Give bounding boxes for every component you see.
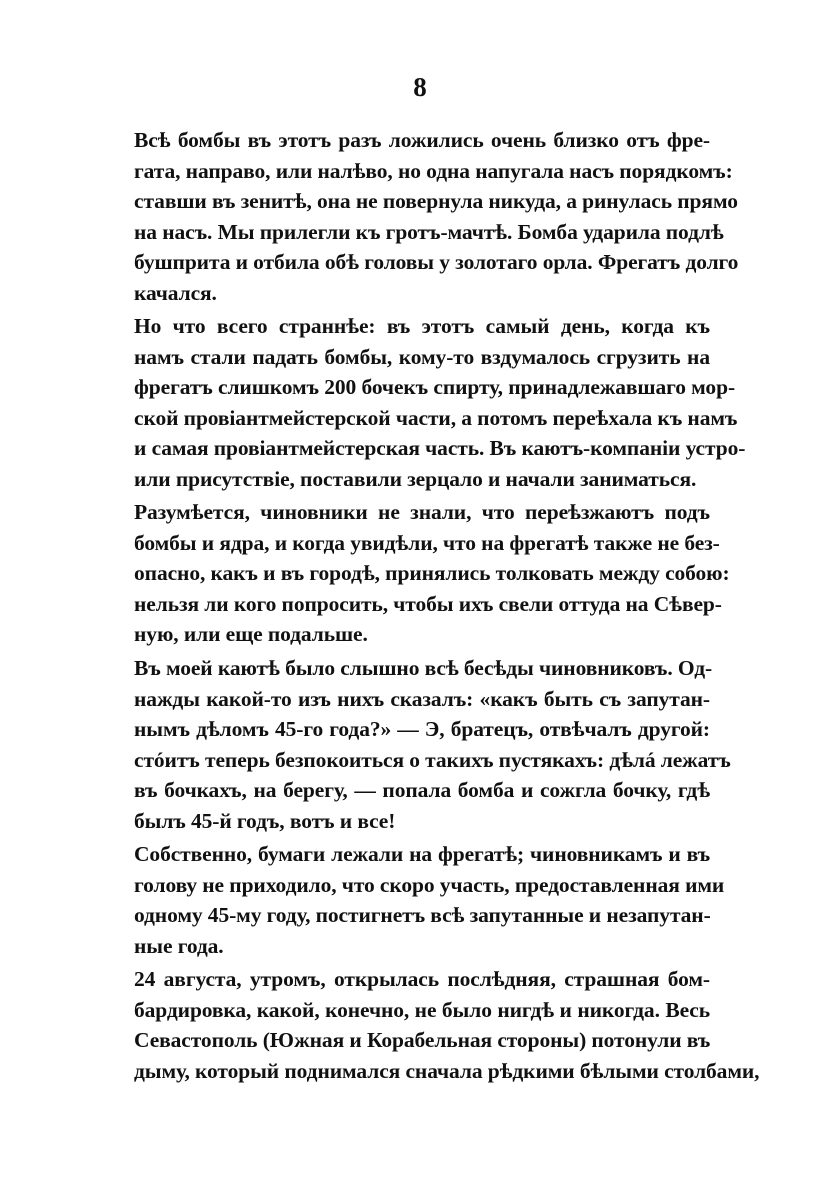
text-line: нымъ дѣломъ 45-го года?» — Э, братецъ, отвѣчалъ другой: bbox=[134, 717, 710, 742]
text-line: голову не приходило, что скоро участь, предоставленная ими bbox=[134, 872, 725, 897]
paragraph-3 bbox=[134, 497, 730, 650]
text-line: нельзя ли кого попросить, чтобы ихъ свели оттуда на Сѣвер- bbox=[134, 591, 722, 616]
text-line: дыму, который поднимался сначала рѣдкими бѣлыми столбами, bbox=[134, 1058, 760, 1083]
paragraph-6 bbox=[134, 964, 760, 1086]
page-number: 8 bbox=[413, 72, 427, 102]
text-line: Всѣ бомбы въ этотъ разъ ложились очень близко отъ фре- bbox=[134, 128, 710, 152]
text-line: 24 августа, утромъ, открылась послѣдняя, страшная бом- bbox=[134, 967, 710, 991]
text-line: бардировка, какой, конечно, не было нигдѣ и никогда. Весь bbox=[134, 997, 710, 1022]
text-line: Разумѣется, чиновники не знали, что переѣзжаютъ подъ bbox=[134, 500, 710, 524]
text-line: намъ стали падать бомбы, кому-то вздумалось сгрузить на bbox=[134, 344, 710, 369]
text-line: ской провіантмейстерской части, а потомъ переѣхала къ намъ bbox=[134, 405, 738, 430]
text-line: гата, направо, или налѣво, но одна напугала насъ порядкомъ: bbox=[134, 158, 733, 183]
paragraph-4 bbox=[134, 653, 731, 837]
paragraph-1 bbox=[134, 125, 739, 309]
text-line: опасно, какъ и въ городѣ, принялись толковать между собою: bbox=[134, 561, 730, 586]
text-line: въ бочкахъ, на берегу, — попала бомба и сожгла бочку, гдѣ bbox=[134, 778, 710, 803]
text-line: нажды какой-то изъ нихъ сказалъ: «какъ быть съ запутан- bbox=[134, 686, 710, 711]
text-line: качался. bbox=[134, 280, 217, 305]
text-line: Но что всего страннѣе: въ этотъ самый день, когда къ bbox=[134, 314, 710, 338]
text-line: былъ 45-й годъ, вотъ и все! bbox=[134, 808, 396, 833]
text-line: ные года. bbox=[134, 933, 224, 958]
paragraph-2 bbox=[134, 311, 746, 495]
text-line: ставши въ зенитѣ, она не повернула никуда, а ринулась прямо bbox=[134, 189, 738, 214]
text-line: или присутствіе, поставили зерцало и начали заниматься. bbox=[134, 466, 697, 491]
text-line: бушприта и отбила обѣ головы у золотаго орла. Фрегатъ долго bbox=[134, 250, 739, 275]
paragraph-5 bbox=[134, 839, 725, 961]
text-line: одному 45-му году, постигнетъ всѣ запутанные и незапутан- bbox=[134, 903, 711, 928]
text-line: фрегатъ слишкомъ 200 бочекъ спирту, принадлежавшаго мор- bbox=[134, 375, 735, 400]
text-line: Севастополь (Южная и Корабельная стороны) потонули въ bbox=[134, 1028, 711, 1053]
text-line: бомбы и ядра, и когда увидѣли, что на фрегатѣ также не без- bbox=[134, 530, 720, 555]
text-line: Въ моей каютѣ было слышно всѣ бесѣды чиновниковъ. Од- bbox=[134, 656, 713, 680]
text-line: ную, или еще подальше. bbox=[134, 622, 368, 647]
text-line: и самая провіантмейстерская часть. Въ каютъ-компаніи устро- bbox=[134, 436, 746, 461]
text-line: стóитъ теперь безпокоиться о такихъ пустякахъ: дѣлá лежатъ bbox=[134, 747, 731, 772]
text-line: на насъ. Мы прилегли къ гротъ-мачтѣ. Бомба ударила подлѣ bbox=[134, 219, 724, 244]
text-line: Собственно, бумаги лежали на фрегатѣ; чиновникамъ и въ bbox=[134, 842, 710, 866]
